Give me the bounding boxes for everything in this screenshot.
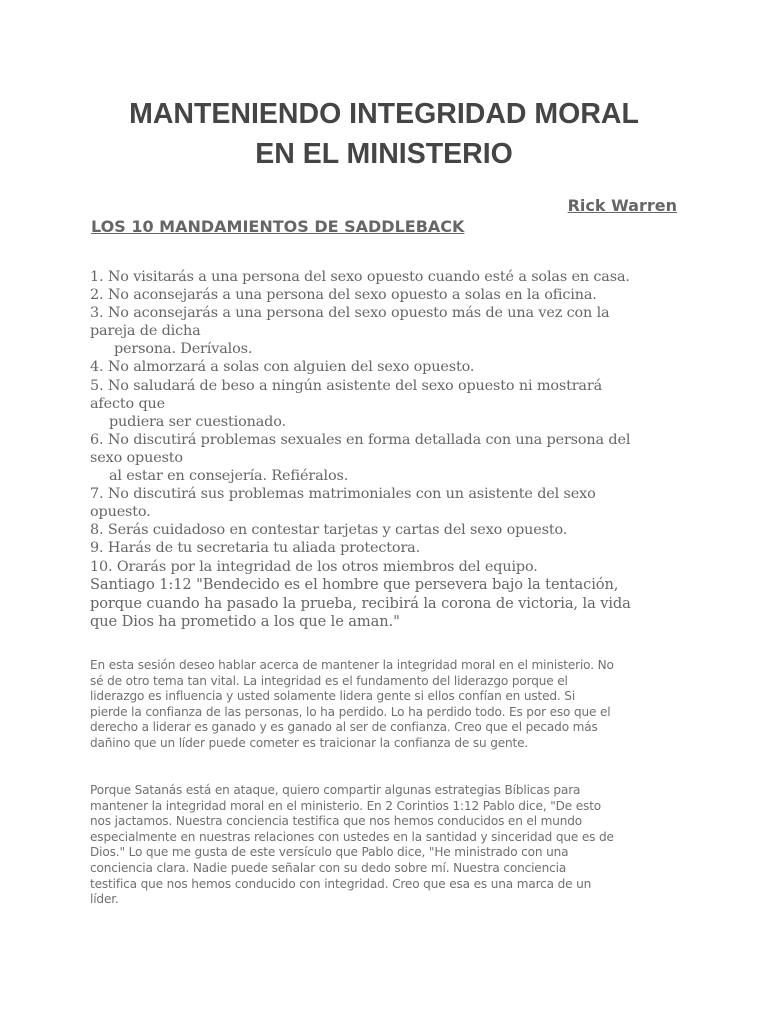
- body-paragraph-1: [90, 658, 690, 752]
- commandment-line: pudiera ser cuestionado.: [109, 413, 286, 430]
- commandment-line: 1. No visitarás a una persona del sexo opuesto cuando esté a solas en casa.: [90, 269, 630, 285]
- section-heading: LOS 10 MANDAMIENTOS DE SADDLEBACK: [91, 217, 465, 236]
- commandment-line: 10. Orarás por la integridad de los otros miembros del equipo.: [90, 558, 538, 575]
- commandment-line: 5. No saludará de beso a ningún asistente del sexo opuesto ni mostrará: [90, 377, 603, 394]
- paragraph-line: En esta sesión deseo hablar acerca de mantener la integridad moral en el ministerio. No: [90, 658, 614, 672]
- paragraph-line: nos jactamos. Nuestra conciencia testifica que nos hemos conducidos en el mundo: [90, 814, 583, 829]
- commandment-line: 2. No aconsejarás a una persona del sexo opuesto a solas en la oficina.: [90, 287, 597, 304]
- paragraph-line: pierde la confianza de las personas, lo ha perdido. Lo ha perdido todo. Es por eso que el: [90, 704, 611, 719]
- scripture-verse: [90, 576, 690, 632]
- body-paragraph-2: [90, 783, 690, 908]
- commandment-line: afecto que: [90, 395, 165, 412]
- commandment-line: sexo opuesto: [90, 449, 183, 466]
- commandments-list: [90, 268, 680, 576]
- commandment-line: persona. Derívalos.: [114, 341, 253, 358]
- paragraph-line: especialmente en nuestras relaciones con ustedes en la santidad y sinceridad que es de: [90, 829, 614, 844]
- commandment-line: al estar en consejería. Refiéralos.: [109, 468, 349, 485]
- paragraph-line: sé de otro tema tan vital. La integridad es el fundamento del liderazgo porque el: [90, 673, 568, 688]
- title-line-2: EN EL MINISTERIO: [255, 138, 513, 170]
- commandment-line: 6. No discutirá problemas sexuales en forma detallada con una persona del: [90, 431, 631, 448]
- verse-line: que Dios ha prometido a los que le aman.": [90, 613, 400, 630]
- paragraph-line: conciencia clara. Nadie puede señalar con su dedo sobre mí. Nuestra conciencia: [90, 860, 567, 875]
- commandment-line: 3. No aconsejarás a una persona del sexo opuesto más de una vez con la: [90, 305, 610, 322]
- commandment-line: 8. Serás cuidadoso en contestar tarjetas y cartas del sexo opuesto.: [90, 522, 568, 539]
- commandment-line: 9. Harás de tu secretaria tu aliada protectora.: [90, 540, 421, 557]
- paragraph-line: liderazgo es influencia y usted solamente lidera gente si ellos confían en usted. Si: [90, 689, 576, 704]
- paragraph-line: testifica que nos hemos conducido con integridad. Creo que esa es una marca de un: [90, 876, 592, 891]
- author-name: Rick Warren: [567, 196, 677, 215]
- verse-line: Santiago 1:12 "Bendecido es el hombre que persevera bajo la tentación,: [90, 576, 619, 593]
- paragraph-line: Dios." Lo que me gusta de este versículo que Pablo dice, "He ministrado con una: [90, 845, 569, 860]
- commandment-line: 4. No almorzará a solas con alguien del sexo opuesto.: [90, 359, 475, 376]
- paragraph-line: Porque Satanás está en ataque, quiero compartir algunas estrategias Bíblicas para: [90, 783, 581, 797]
- document-title: [0, 94, 768, 174]
- paragraph-line: derecho a liderar es ganado y es ganado al ser de confianza. Creo que el pecado más: [90, 720, 598, 735]
- paragraph-line: dañino que un líder puede cometer es traicionar la confianza de su gente.: [90, 735, 529, 750]
- paragraph-line: mantener la integridad moral en el ministerio. En 2 Corintios 1:12 Pablo dice, "De esto: [90, 798, 602, 813]
- commandment-line: pareja de dicha: [90, 323, 201, 340]
- paragraph-line: líder.: [90, 892, 119, 907]
- verse-line: porque cuando ha pasado la prueba, recibirá la corona de victoria, la vida: [90, 594, 631, 612]
- commandment-line: opuesto.: [90, 504, 151, 521]
- commandment-line: 7. No discutirá sus problemas matrimoniales con un asistente del sexo: [90, 486, 596, 503]
- title-line-1: MANTENIENDO INTEGRIDAD MORAL: [129, 98, 639, 130]
